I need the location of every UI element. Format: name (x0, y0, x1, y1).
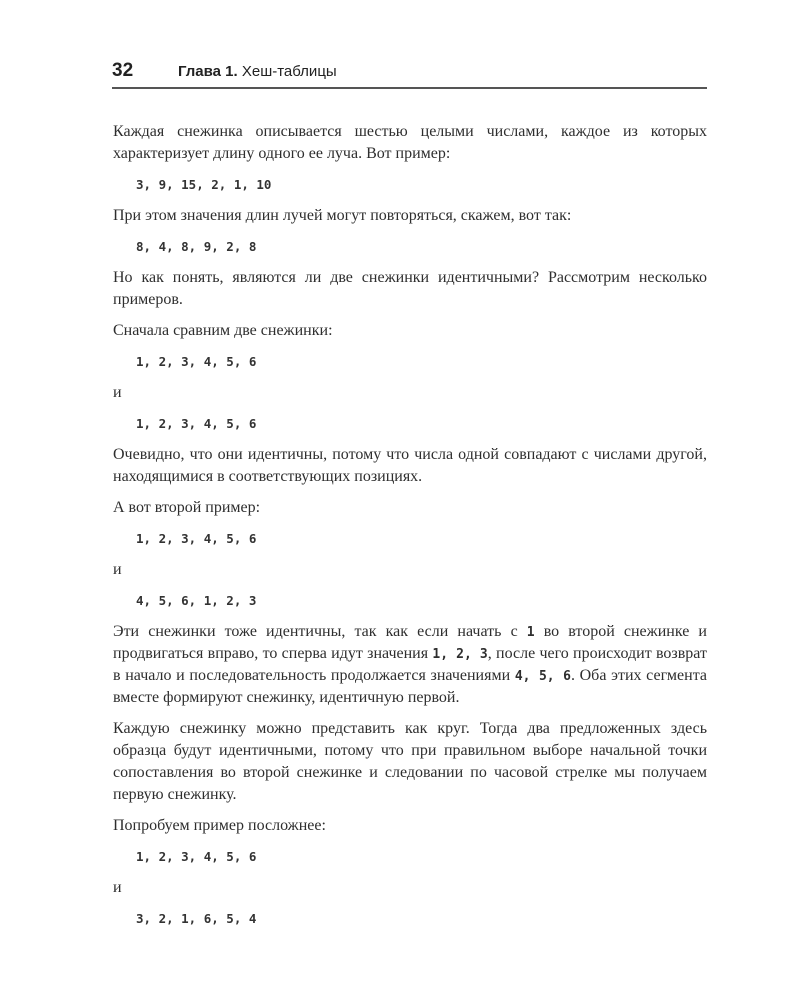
paragraph: А вот второй пример: (113, 499, 261, 516)
conjunction: и (113, 879, 122, 896)
code-line: 8, 4, 8, 9, 2, 8 (136, 239, 257, 254)
text: Эти снежинки тоже идентичны, так как если начать с (113, 623, 527, 640)
paragraph: Сначала сравним две снежинки: (113, 322, 333, 339)
code-line: 4, 5, 6, 1, 2, 3 (136, 593, 257, 608)
code-line: 3, 9, 15, 2, 1, 10 (136, 177, 272, 192)
conjunction: и (113, 384, 122, 401)
conjunction: и (113, 561, 122, 578)
text: . Оба этих сегмента вместе формируют снежинку, идентичную первой. (113, 667, 707, 706)
inline-code: 1, 2, 3 (432, 647, 488, 662)
paragraph: Каждая снежинка описывается шестью целыми числами, каждое из которых характеризует длину одного ее луча. Вот пример: (113, 123, 707, 162)
paragraph: При этом значения длин лучей могут повторяться, скажем, вот так: (113, 207, 572, 224)
code-line: 1, 2, 3, 4, 5, 6 (136, 531, 257, 546)
paragraph: Попробуем пример посложнее: (113, 817, 326, 834)
header-rule (112, 87, 707, 89)
page-number: 32 (112, 60, 134, 81)
inline-code: 4, 5, 6 (514, 669, 571, 684)
code-line: 1, 2, 3, 4, 5, 6 (136, 354, 257, 369)
code-line: 3, 2, 1, 6, 5, 4 (136, 911, 257, 926)
text: во второй снежинке и продвигаться вправо, то сперва идут значения (113, 623, 707, 662)
text: , после чего происходит возврат в начало и последовательность продолжается значениями (113, 645, 707, 684)
paragraph: Очевидно, что они идентичны, потому что числа одной совпадают с числами другой, находящимися в соответствующих позициях. (113, 446, 707, 485)
code-line: 1, 2, 3, 4, 5, 6 (136, 416, 257, 431)
code-line: 1, 2, 3, 4, 5, 6 (136, 849, 257, 864)
paragraph (113, 621, 707, 709)
chapter-title: Хеш-таблицы (241, 63, 337, 80)
paragraph: Каждую снежинку можно представить как круг. Тогда два предложенных здесь образца будут идентичными, потому что при правильном выборе начальной точки сопоставления во второй снежинке и следовании по часовой стрелке мы получаем первую снежинку. (113, 720, 707, 803)
paragraph: Но как понять, являются ли две снежинки идентичными? Рассмотрим несколько примеров. (113, 269, 707, 308)
chapter-heading (178, 63, 337, 80)
page-body (113, 121, 707, 939)
inline-code: 1 (526, 625, 535, 640)
chapter-label: Глава 1. (178, 63, 238, 80)
